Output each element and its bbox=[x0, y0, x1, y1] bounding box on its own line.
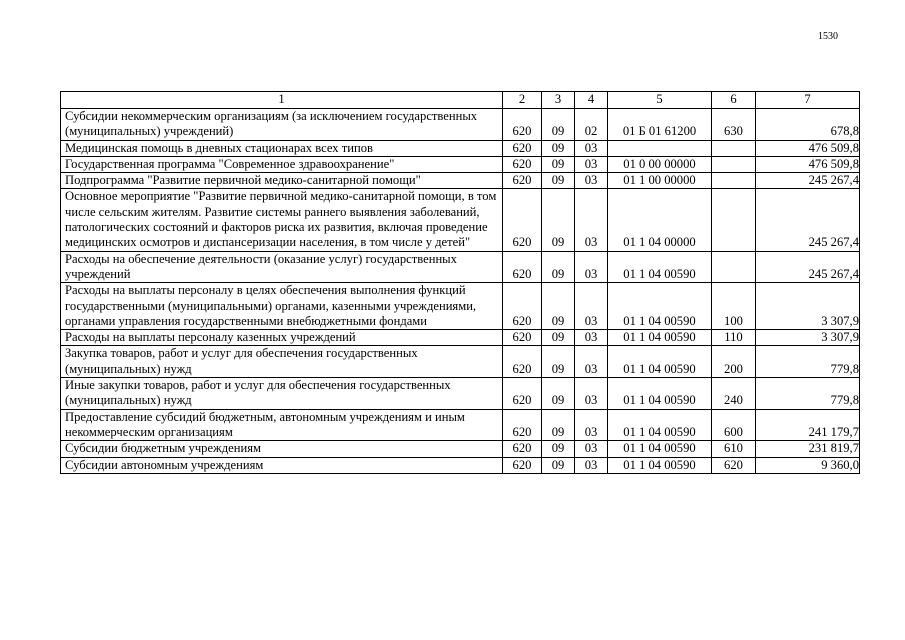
table-row bbox=[61, 156, 860, 172]
row-expense-type bbox=[712, 173, 756, 189]
table-row bbox=[61, 173, 860, 189]
header-col-5: 5 bbox=[608, 92, 712, 109]
row-subsection: 03 bbox=[575, 441, 608, 457]
table-row bbox=[61, 330, 860, 346]
row-target-article: 01 1 04 00590 bbox=[608, 251, 712, 283]
row-target-article: 01 1 04 00590 bbox=[608, 457, 712, 473]
row-subsection: 03 bbox=[575, 409, 608, 441]
row-admin-code: 620 bbox=[503, 173, 542, 189]
row-name: Предоставление субсидий бюджетным, автономным учреждениям и иным некоммерческим организациям bbox=[61, 409, 503, 441]
row-subsection: 03 bbox=[575, 457, 608, 473]
row-target-article: 01 1 04 00000 bbox=[608, 189, 712, 251]
row-admin-code: 620 bbox=[503, 140, 542, 156]
row-target-article: 01 1 04 00590 bbox=[608, 330, 712, 346]
header-row bbox=[61, 92, 860, 109]
row-section: 09 bbox=[542, 156, 575, 172]
row-name: Расходы на обеспечение деятельности (оказание услуг) государственных учреждений bbox=[61, 251, 503, 283]
row-amount: 245 267,4 bbox=[756, 251, 860, 283]
row-name: Подпрограмма "Развитие первичной медико-санитарной помощи" bbox=[61, 173, 503, 189]
row-amount: 476 509,8 bbox=[756, 156, 860, 172]
table-row bbox=[61, 378, 860, 410]
table-row bbox=[61, 140, 860, 156]
row-subsection: 02 bbox=[575, 109, 608, 141]
table-row bbox=[61, 189, 860, 251]
row-expense-type: 200 bbox=[712, 346, 756, 378]
row-target-article: 01 1 04 00590 bbox=[608, 441, 712, 457]
table-row bbox=[61, 109, 860, 141]
row-target-article: 01 1 04 00590 bbox=[608, 283, 712, 330]
header-col-3: 3 bbox=[542, 92, 575, 109]
row-section: 09 bbox=[542, 441, 575, 457]
row-section: 09 bbox=[542, 457, 575, 473]
row-expense-type bbox=[712, 156, 756, 172]
row-admin-code: 620 bbox=[503, 251, 542, 283]
row-amount: 245 267,4 bbox=[756, 173, 860, 189]
row-admin-code: 620 bbox=[503, 457, 542, 473]
row-name: Основное мероприятие "Развитие первичной медико-санитарной помощи, в том числе сельским жителям. Развитие системы раннего выявления заболеваний, патологических состояний и факторов риска их развития, включая проведение медицинских осмотров и диспансеризации населения, в том числе у детей" bbox=[61, 189, 503, 251]
header-col-4: 4 bbox=[575, 92, 608, 109]
row-target-article: 01 1 00 00000 bbox=[608, 173, 712, 189]
header-col-2: 2 bbox=[503, 92, 542, 109]
row-expense-type: 620 bbox=[712, 457, 756, 473]
row-expense-type: 600 bbox=[712, 409, 756, 441]
row-name: Субсидии бюджетным учреждениям bbox=[61, 441, 503, 457]
row-amount: 245 267,4 bbox=[756, 189, 860, 251]
row-section: 09 bbox=[542, 378, 575, 410]
row-amount: 779,8 bbox=[756, 378, 860, 410]
header-col-6: 6 bbox=[712, 92, 756, 109]
row-amount: 678,8 bbox=[756, 109, 860, 141]
row-subsection: 03 bbox=[575, 283, 608, 330]
row-expense-type: 100 bbox=[712, 283, 756, 330]
row-expense-type: 630 bbox=[712, 109, 756, 141]
row-admin-code: 620 bbox=[503, 441, 542, 457]
table-row bbox=[61, 457, 860, 473]
row-target-article: 01 Б 01 61200 bbox=[608, 109, 712, 141]
row-name: Закупка товаров, работ и услуг для обеспечения государственных (муниципальных) нужд bbox=[61, 346, 503, 378]
row-expense-type: 610 bbox=[712, 441, 756, 457]
row-amount: 231 819,7 bbox=[756, 441, 860, 457]
row-expense-type bbox=[712, 189, 756, 251]
row-section: 09 bbox=[542, 109, 575, 141]
table-row bbox=[61, 441, 860, 457]
row-subsection: 03 bbox=[575, 189, 608, 251]
row-admin-code: 620 bbox=[503, 330, 542, 346]
row-amount: 3 307,9 bbox=[756, 330, 860, 346]
row-section: 09 bbox=[542, 346, 575, 378]
row-name: Субсидии некоммерческим организациям (за исключением государственных (муниципальных) учреждений) bbox=[61, 109, 503, 141]
row-admin-code: 620 bbox=[503, 156, 542, 172]
row-subsection: 03 bbox=[575, 173, 608, 189]
row-amount: 3 307,9 bbox=[756, 283, 860, 330]
row-expense-type bbox=[712, 251, 756, 283]
table-row bbox=[61, 346, 860, 378]
row-subsection: 03 bbox=[575, 251, 608, 283]
row-subsection: 03 bbox=[575, 378, 608, 410]
row-admin-code: 620 bbox=[503, 409, 542, 441]
row-expense-type bbox=[712, 140, 756, 156]
row-subsection: 03 bbox=[575, 346, 608, 378]
row-name: Субсидии автономным учреждениям bbox=[61, 457, 503, 473]
header-col-1: 1 bbox=[61, 92, 503, 109]
row-admin-code: 620 bbox=[503, 346, 542, 378]
table-row bbox=[61, 251, 860, 283]
row-admin-code: 620 bbox=[503, 283, 542, 330]
row-section: 09 bbox=[542, 251, 575, 283]
row-name: Медицинская помощь в дневных стационарах всех типов bbox=[61, 140, 503, 156]
header-col-7: 7 bbox=[756, 92, 860, 109]
row-expense-type: 240 bbox=[712, 378, 756, 410]
row-target-article bbox=[608, 140, 712, 156]
row-section: 09 bbox=[542, 409, 575, 441]
row-name: Иные закупки товаров, работ и услуг для обеспечения государственных (муниципальных) нужд bbox=[61, 378, 503, 410]
row-amount: 241 179,7 bbox=[756, 409, 860, 441]
row-section: 09 bbox=[542, 330, 575, 346]
row-expense-type: 110 bbox=[712, 330, 756, 346]
row-amount: 779,8 bbox=[756, 346, 860, 378]
row-name: Расходы на выплаты персоналу казенных учреждений bbox=[61, 330, 503, 346]
row-target-article: 01 1 04 00590 bbox=[608, 378, 712, 410]
row-admin-code: 620 bbox=[503, 109, 542, 141]
row-section: 09 bbox=[542, 140, 575, 156]
page-number: 1530 bbox=[818, 31, 838, 42]
row-section: 09 bbox=[542, 283, 575, 330]
row-amount: 476 509,8 bbox=[756, 140, 860, 156]
row-target-article: 01 0 00 00000 bbox=[608, 156, 712, 172]
table-row bbox=[61, 409, 860, 441]
row-section: 09 bbox=[542, 173, 575, 189]
row-name: Расходы на выплаты персоналу в целях обеспечения выполнения функций государственными (муниципальными) органами, казенными учреждениями, органами управления государственными внебюджетными фондами bbox=[61, 283, 503, 330]
table-row bbox=[61, 283, 860, 330]
row-subsection: 03 bbox=[575, 156, 608, 172]
row-subsection: 03 bbox=[575, 140, 608, 156]
row-name: Государственная программа "Современное здравоохранение" bbox=[61, 156, 503, 172]
row-admin-code: 620 bbox=[503, 378, 542, 410]
row-amount: 9 360,0 bbox=[756, 457, 860, 473]
row-target-article: 01 1 04 00590 bbox=[608, 409, 712, 441]
row-section: 09 bbox=[542, 189, 575, 251]
budget-table bbox=[60, 91, 860, 474]
row-admin-code: 620 bbox=[503, 189, 542, 251]
row-target-article: 01 1 04 00590 bbox=[608, 346, 712, 378]
row-subsection: 03 bbox=[575, 330, 608, 346]
